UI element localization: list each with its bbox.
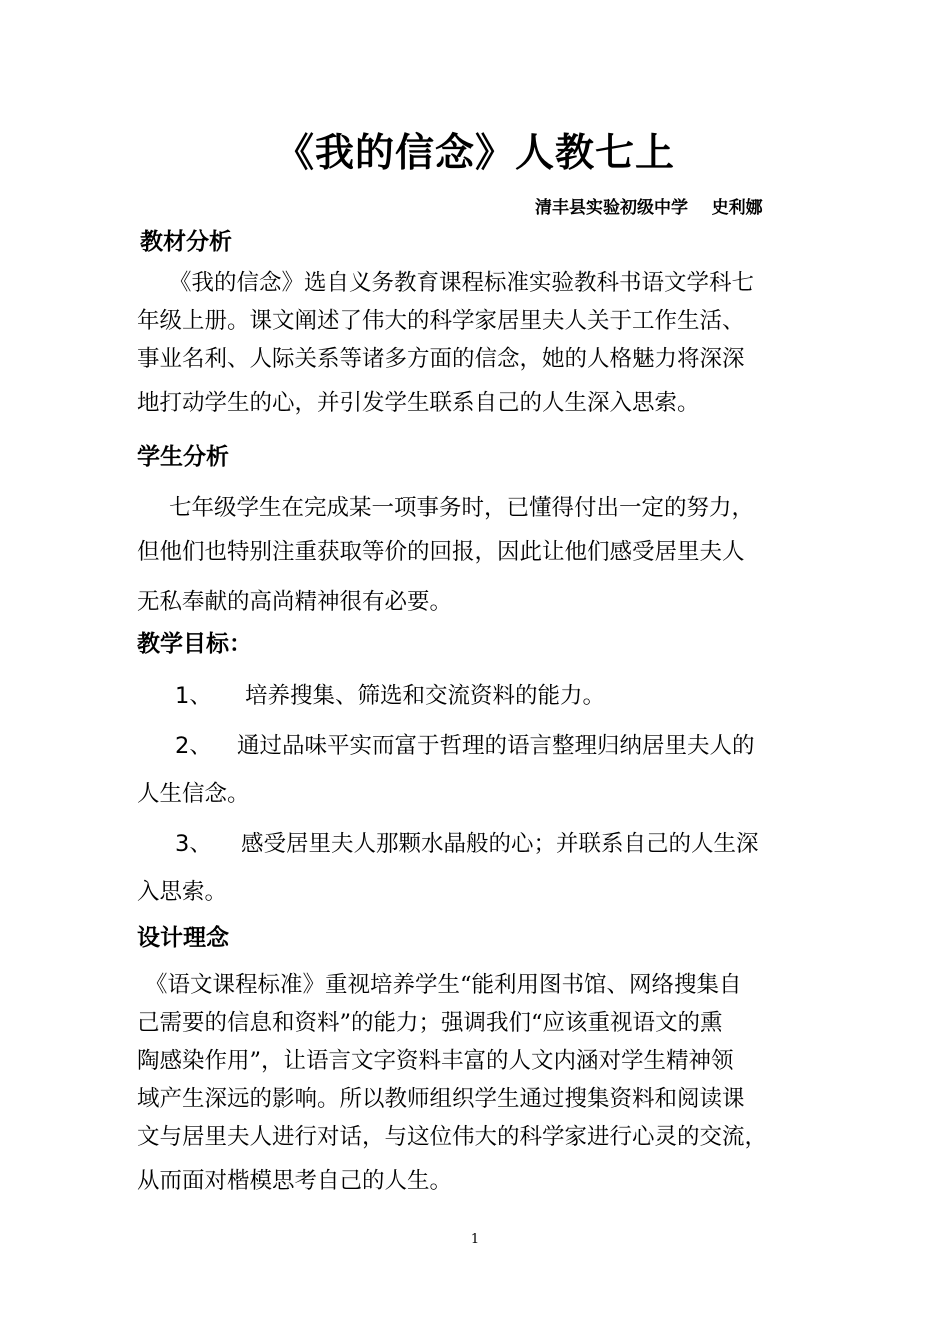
- goal-text: 通过品味平实而富于哲理的语言整理归纳居里夫人的: [237, 733, 755, 759]
- document-title: 《我的信念》人教七上: [274, 131, 675, 176]
- goal-text: 感受居里夫人那颗水晶般的心；并联系自己的人生深: [241, 831, 759, 857]
- goal-number: 2、: [175, 733, 212, 759]
- paragraph-line: 但他们也特别注重获取等价的回报，因此让他们感受居里夫人: [137, 539, 745, 565]
- goal-number: 1、: [175, 683, 212, 709]
- paragraph-line: 陶感染作用”，让语言文字资料丰富的人文内涵对学生精神领: [137, 1048, 734, 1074]
- paragraph-line: 从而面对楷模思考自己的人生。: [137, 1168, 453, 1194]
- goal-text: 培养搜集、筛选和交流资料的能力。: [245, 683, 606, 709]
- heading-material-analysis: 教材分析: [140, 229, 232, 255]
- goal-item-1: [137, 672, 837, 720]
- goals-list: [137, 672, 837, 916]
- paragraph-line: 七年级学生在完成某一项事务时，已懂得付出一定的努力，: [169, 495, 755, 521]
- paragraph-material-analysis: [137, 264, 837, 422]
- paragraph-line: 《我的信念》选自义务教育课程标准实验教科书语文学科七: [169, 270, 755, 296]
- page-number: 1: [470, 1232, 480, 1247]
- paragraph-line: 地打动学生的心，并引发学生联系自己的人生深入思索。: [137, 390, 700, 416]
- paragraph-line: 无私奉献的高尚精神很有必要。: [137, 589, 453, 615]
- goal-number: 3、: [175, 831, 212, 857]
- goal-item-3: [137, 820, 837, 868]
- goal-text-continued: 入思索。: [137, 879, 228, 905]
- paragraph-line: 《语文课程标准》重视培养学生“能利用图书馆、网络搜集自: [145, 972, 742, 998]
- paragraph-line: 域产生深远的影响。所以教师组织学生通过搜集资料和阅读课: [137, 1086, 745, 1112]
- paragraph-line: 事业名利、人际关系等诸多方面的信念，她的人格魅力将深深: [137, 346, 745, 372]
- author-line: 清丰县实验初级中学 史利娜: [535, 198, 763, 218]
- paragraph-line: 文与居里夫人进行对话，与这位伟大的科学家进行心灵的交流，: [137, 1124, 768, 1150]
- goal-item-2: [137, 722, 837, 770]
- paragraph-design-concept: [137, 966, 837, 1200]
- heading-teaching-goals: 教学目标：: [137, 631, 252, 657]
- paragraph-line: 年级上册。课文阐述了伟大的科学家居里夫人关于工作生活、: [137, 308, 745, 334]
- heading-student-analysis: 学生分析: [137, 444, 229, 470]
- paragraph-line: 己需要的信息和资料”的能力；强调我们“应该重视语文的熏: [137, 1010, 723, 1036]
- goal-text-continued: 人生信念。: [137, 781, 250, 807]
- heading-design-concept: 设计理念: [137, 925, 229, 951]
- paragraph-student-analysis: [137, 486, 837, 624]
